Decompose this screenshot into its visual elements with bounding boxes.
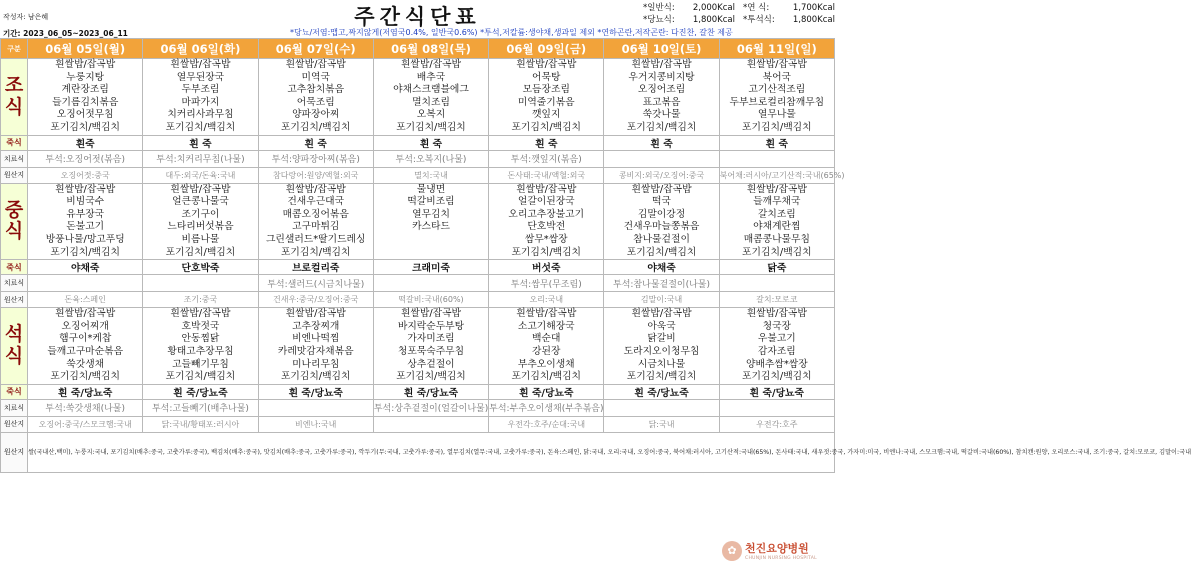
menu-item: 깻잎지	[532, 109, 561, 121]
menu-item: 야채스크램블에그	[393, 84, 469, 96]
juk-cell: 흰 죽/당뇨죽	[258, 384, 373, 399]
menu-item: 북어국	[762, 71, 792, 83]
menu-item: 도라지오이청무침	[623, 345, 700, 357]
menu-item: 포기김치/백김치	[280, 121, 351, 133]
header	[0, 0, 835, 38]
chiryo-cell: 투석:양파장아찌(볶음)	[258, 150, 373, 167]
chiryo-label: 치료식	[1, 275, 28, 292]
origin-cell: 김말이:국내	[604, 292, 719, 308]
chiryo-cell	[719, 399, 834, 416]
origin-cell	[373, 416, 488, 432]
menu-cell	[373, 183, 488, 260]
menu-item: 얼갈이된장국	[517, 196, 575, 208]
lunch-chiryo-row	[1, 275, 835, 292]
juk-cell: 야채죽	[604, 260, 719, 275]
menu-item: 모듬장조림	[522, 84, 570, 96]
menu-cell	[28, 308, 143, 385]
menu-cell	[489, 308, 604, 385]
day-header: 06월 05일(월)	[28, 39, 143, 59]
juk-cell: 흰 죽	[373, 135, 488, 150]
menu-item	[374, 234, 488, 247]
logo-subtitle: CHUNJIN NURSING HOSPITAL	[745, 556, 817, 561]
juk-cell: 흰 죽/당뇨죽	[28, 384, 143, 399]
menu-item: 들기름김치볶음	[52, 96, 119, 108]
menu-item: 상추겉절이	[407, 358, 455, 370]
chiryo-cell	[604, 150, 719, 167]
menu-item: 물냉면	[416, 183, 446, 195]
logo-name: 천진요양병원	[745, 542, 809, 555]
menu-item: 청국장	[762, 320, 792, 332]
juk-cell: 브로컬리죽	[258, 260, 373, 275]
menu-item: 흰쌀밥/잡곡밥	[170, 308, 231, 320]
footer-origin-row	[1, 432, 835, 472]
menu-item: 포기김치/백김치	[50, 371, 120, 383]
menu-item: 조기구이	[181, 208, 220, 220]
chiryo-label: 치료식	[1, 150, 28, 167]
juk-cell: 흰 죽/당뇨죽	[373, 384, 488, 399]
calorie-diabetes: *당뇨식: 1,800Kcal	[643, 15, 735, 25]
menu-item: 포기김치/백김치	[165, 246, 236, 258]
origin-cell: 닭:국내	[604, 416, 719, 432]
lunch-juk-row	[1, 260, 835, 275]
breakfast-juk-row	[1, 135, 835, 150]
menu-cell	[258, 59, 373, 136]
menu-cell	[489, 183, 604, 260]
menu-item: 치커리사과무침	[167, 109, 234, 121]
menu-item: 건새우마늘쫑볶음	[623, 221, 700, 233]
menu-item: 쑥갓나물	[642, 109, 681, 121]
menu-item: 포기김치/백김치	[742, 371, 812, 383]
day-header: 06월 10일(토)	[604, 39, 719, 59]
menu-item: 참나물겉절이	[633, 233, 690, 245]
menu-cell	[258, 308, 373, 385]
calorie-soft: *연 식: 1,700Kcal	[743, 3, 835, 13]
menu-item: 포기김치/백김치	[396, 121, 466, 133]
menu-item: 들깨무채국	[753, 196, 801, 208]
menu-item: 햄구이*케찹	[59, 333, 112, 345]
menu-item: 가자미조림	[407, 333, 455, 345]
chiryo-cell	[28, 275, 143, 292]
menu-item: 흰쌀밥/잡곡밥	[55, 59, 116, 70]
menu-item: 청포묵숙주무침	[397, 345, 465, 357]
menu-item: 시금치나물	[637, 358, 686, 370]
menu-item: 안동찜닭	[181, 333, 220, 345]
menu-item: 닭갈비	[647, 333, 676, 345]
origin-label: 원산지	[1, 432, 28, 472]
menu-item: 카스타드	[412, 221, 450, 233]
menu-cell	[373, 308, 488, 385]
menu-item: 포기김치/백김치	[626, 246, 697, 258]
menu-item: 어묵탕	[532, 71, 561, 83]
origin-cell: 돈육:스페인	[28, 292, 143, 308]
menu-item: 돈불고기	[66, 221, 105, 233]
menu-item: 포기김치/백김치	[50, 246, 120, 258]
juk-cell: 단호박죽	[143, 260, 258, 275]
menu-cell	[604, 59, 719, 136]
dinner-row	[1, 308, 835, 385]
origin-cell: 오징어젓:중국	[28, 167, 143, 183]
menu-item: 쌈무*쌈장	[524, 233, 568, 245]
chiryo-cell: 투석:치커리무침(나물)	[143, 150, 258, 167]
dinner-chiryo-row	[1, 399, 835, 416]
menu-item: 열무김치	[412, 208, 450, 220]
juk-label: 죽식	[1, 135, 28, 150]
menu-item: 배추국	[416, 71, 446, 83]
chiryo-cell	[143, 275, 258, 292]
menu-cell	[719, 308, 834, 385]
hospital-logo	[722, 540, 817, 561]
menu-item: 흰쌀밥/잡곡밥	[746, 308, 807, 320]
origin-cell: 조기:중국	[143, 292, 258, 308]
juk-cell: 흰 죽	[258, 135, 373, 150]
menu-item: 갈치조림	[757, 208, 796, 220]
menu-item: 포기김치/백김치	[511, 121, 582, 133]
menu-item: 포기김치/백김치	[626, 371, 697, 383]
menu-item	[374, 247, 488, 260]
menu-item: 마파가지	[181, 96, 220, 108]
menu-cell	[143, 59, 258, 136]
menu-item: 포기김치/백김치	[396, 371, 466, 383]
menu-item: 들깨고구마순볶음	[47, 345, 124, 357]
origin-cell: 우전각:호주	[719, 416, 834, 432]
menu-item: 그린샐러드*딸기드레싱	[265, 233, 366, 245]
menu-item: 미역국	[301, 71, 330, 83]
logo-mark-icon: ✿	[722, 541, 742, 561]
menu-item: 포기김치/백김치	[165, 371, 236, 383]
menu-item: 포기김치/백김치	[742, 246, 812, 258]
chiryo-label: 치료식	[1, 399, 28, 416]
day-header: 06월 08일(목)	[373, 39, 488, 59]
menu-item: 우불고기	[757, 333, 796, 345]
juk-cell: 흰 죽/당뇨죽	[489, 384, 604, 399]
menu-item: 떡국	[652, 196, 671, 208]
menu-cell	[373, 59, 488, 136]
menu-item: 미역줄기볶음	[517, 96, 575, 108]
day-header: 06월 06일(화)	[143, 39, 258, 59]
menu-item: 방풍나물/망고푸딩	[45, 233, 125, 245]
chiryo-cell	[604, 399, 719, 416]
diet-notes: *당뇨/저염:맵고,짜지않게(저염국0.4%, 일반국0.6%) *투석,저칼륨:생야채,생과일 제외 *연하곤란,저작곤란: 다진찬, 갈찬 제공	[290, 28, 733, 37]
menu-item: 흰쌀밥/잡곡밥	[170, 59, 231, 70]
menu-item: 포기김치/백김치	[165, 121, 236, 133]
menu-item: 양배추쌈*쌈장	[745, 358, 808, 370]
menu-item: 두부브로컬리참깨무침	[729, 96, 825, 108]
gubun-header: 구분	[1, 39, 28, 59]
origin-cell: 건새우:중국/오징어:중국	[258, 292, 373, 308]
menu-item: 부추오이생채	[517, 358, 575, 370]
origin-cell: 참다랑어:원양/액혈:외국	[258, 167, 373, 183]
chiryo-cell: 투석:쑥갓생채(나물)	[28, 399, 143, 416]
juk-cell: 흰 죽/당뇨죽	[604, 384, 719, 399]
chiryo-cell: 투석:깻잎지(볶음)	[489, 150, 604, 167]
calorie-dialysis: *투석식: 1,800Kcal	[743, 15, 835, 25]
menu-cell	[143, 308, 258, 385]
menu-item: 흰쌀밥/잡곡밥	[400, 308, 462, 320]
chiryo-cell: 투석:오복지(나물)	[373, 150, 488, 167]
menu-item: 오복지	[416, 109, 446, 121]
menu-item: 열무나물	[757, 109, 796, 121]
origin-cell: 북어채:러시아/고기산적:국내(65%)	[719, 167, 834, 183]
dinner-juk-row	[1, 384, 835, 399]
origin-cell: 떡갈비:국내(60%)	[373, 292, 488, 308]
juk-cell: 흰 죽/당뇨죽	[143, 384, 258, 399]
menu-item: 흰쌀밥/잡곡밥	[400, 59, 462, 70]
juk-cell: 흰 죽	[489, 135, 604, 150]
juk-cell: 닭죽	[719, 260, 834, 275]
menu-item: 단호박전	[527, 221, 566, 233]
chiryo-cell	[373, 275, 488, 292]
menu-item: 흰쌀밥/잡곡밥	[516, 308, 577, 320]
menu-item: 카레맛감자채볶음	[277, 345, 354, 357]
menu-item: 포기김치/백김치	[50, 121, 120, 133]
chiryo-cell: 투석:부추오이생채(부추볶음)	[489, 399, 604, 416]
menu-item: 두부조림	[181, 84, 220, 96]
menu-item: 매콤오징어볶음	[282, 208, 349, 220]
menu-item: 황태고추장무침	[167, 345, 234, 357]
juk-cell: 흰 죽	[143, 135, 258, 150]
menu-item: 김말이강정	[637, 208, 686, 220]
menu-cell	[719, 59, 834, 136]
menu-item: 포기김치/백김치	[626, 121, 697, 133]
menu-item: 바지락순두부탕	[397, 320, 465, 332]
juk-cell: 버섯죽	[489, 260, 604, 275]
menu-item: 오징어조림	[637, 84, 686, 96]
menu-item: 고기산적조림	[748, 84, 806, 96]
origin-label: 원산지	[1, 292, 28, 308]
menu-item: 흰쌀밥/잡곡밥	[516, 59, 577, 70]
menu-item: 멸치조림	[412, 96, 450, 108]
juk-cell: 흰 죽/당뇨죽	[719, 384, 834, 399]
menu-item: 감자조림	[757, 345, 796, 357]
menu-item: 강된장	[532, 345, 561, 357]
dinner-label: 석 식	[1, 308, 28, 385]
day-header: 06월 09일(금)	[489, 39, 604, 59]
origin-cell: 콩비지:외국/오징어:중국	[604, 167, 719, 183]
breakfast-chiryo-row	[1, 150, 835, 167]
menu-item: 흰쌀밥/잡곡밥	[285, 183, 346, 195]
menu-item: 오징어찌개	[61, 320, 109, 332]
breakfast-row	[1, 59, 835, 136]
menu-cell	[143, 183, 258, 260]
juk-cell: 흰죽	[28, 135, 143, 150]
calorie-regular: *일반식: 2,000Kcal	[643, 3, 735, 13]
menu-item: 흰쌀밥/잡곡밥	[55, 308, 116, 320]
origin-cell: 오리:국내	[489, 292, 604, 308]
menu-item: 흰쌀밥/잡곡밥	[631, 183, 692, 195]
menu-item: 떡갈비조림	[407, 196, 455, 208]
origin-cell: 갈치:모로코	[719, 292, 834, 308]
menu-item: 소고기해장국	[517, 320, 575, 332]
menu-cell	[28, 183, 143, 260]
origin-cell: 닭:국내/황태포:러시아	[143, 416, 258, 432]
chiryo-cell: 투석:샐러드(시금치나물)	[258, 275, 373, 292]
menu-item: 고구마튀김	[292, 221, 340, 233]
juk-cell: 야채죽	[28, 260, 143, 275]
author-label: 작성자: 남은혜	[3, 13, 49, 21]
menu-item: 비름나물	[181, 233, 220, 245]
menu-item: 우거지콩비지탕	[628, 71, 695, 83]
menu-item: 고추참치볶음	[287, 84, 345, 96]
menu-item: 열무된장국	[176, 71, 225, 83]
origin-cell: 우전각:호주/순대:국내	[489, 416, 604, 432]
origin-label: 원산지	[1, 416, 28, 432]
menu-item: 흰쌀밥/잡곡밥	[746, 59, 807, 70]
lunch-origin-row	[1, 292, 835, 308]
menu-item: 호박젓국	[181, 320, 220, 332]
menu-item: 흰쌀밥/잡곡밥	[285, 59, 346, 70]
menu-item: 유부장국	[66, 208, 105, 220]
menu-cell	[28, 59, 143, 136]
menu-item: 오징어젓무침	[56, 109, 114, 121]
lunch-row	[1, 183, 835, 260]
menu-item: 야채계란찜	[753, 221, 801, 233]
chiryo-cell	[719, 150, 834, 167]
menu-item: 비빔국수	[66, 196, 105, 208]
origin-cell: 비엔나:국내	[258, 416, 373, 432]
menu-item: 흰쌀밥/잡곡밥	[285, 308, 346, 320]
juk-cell: 흰 죽	[719, 135, 834, 150]
dinner-origin-row	[1, 416, 835, 432]
chiryo-cell	[258, 399, 373, 416]
menu-item: 건새우근대국	[287, 196, 345, 208]
origin-cell: 오징어:중국/스모크햄:국내	[28, 416, 143, 432]
juk-cell: 크래미죽	[373, 260, 488, 275]
origin-cell: 돈사태:국내/액혈:외국	[489, 167, 604, 183]
menu-item: 흰쌀밥/잡곡밥	[170, 183, 231, 195]
menu-item: 포기김치/백김치	[280, 371, 351, 383]
menu-item: 매콤콩나물무침	[743, 233, 810, 245]
day-header: 06월 07일(수)	[258, 39, 373, 59]
menu-item: 양파장아찌	[292, 109, 340, 121]
menu-item: 미나리무침	[292, 358, 340, 370]
menu-item: 고추장찌개	[292, 320, 340, 332]
weekly-menu-table	[0, 38, 1191, 473]
chiryo-cell: 투석:상추겉절이(얼갈이나물)	[373, 399, 488, 416]
day-header: 06월 11일(일)	[719, 39, 834, 59]
lunch-label: 중 식	[1, 183, 28, 260]
menu-item: 흰쌀밥/잡곡밥	[516, 183, 577, 195]
chiryo-cell: 투석:고들빼기(배추나물)	[143, 399, 258, 416]
page-title: 주간식단표	[354, 5, 481, 29]
menu-item: 고들빼기무침	[172, 358, 229, 370]
chiryo-cell: 투석:참나물겉절이(나물)	[604, 275, 719, 292]
menu-item: 아욱국	[647, 320, 676, 332]
menu-item: 표고볶음	[642, 96, 681, 108]
chiryo-cell: 투석:오징어젓(볶음)	[28, 150, 143, 167]
menu-item: 얼큰콩나물국	[172, 196, 229, 208]
chiryo-cell: 투석:쌈무(무조림)	[489, 275, 604, 292]
menu-item: 비엔나떡찜	[292, 333, 340, 345]
menu-item: 포기김치/백김치	[742, 121, 812, 133]
origin-cell: 멸치:국내	[373, 167, 488, 183]
menu-cell	[604, 183, 719, 260]
menu-item: 백순대	[532, 333, 561, 345]
menu-item: 계란장조림	[61, 84, 109, 96]
menu-cell	[719, 183, 834, 260]
day-header-row	[1, 39, 835, 59]
menu-item: 흰쌀밥/잡곡밥	[55, 183, 116, 195]
origin-label: 원산지	[1, 167, 28, 183]
breakfast-label: 조 식	[1, 59, 28, 136]
menu-item: 어묵조림	[296, 96, 335, 108]
breakfast-origin-row	[1, 167, 835, 183]
menu-item: 포기김치/백김치	[511, 246, 582, 258]
menu-item: 흰쌀밥/잡곡밥	[631, 308, 692, 320]
menu-item: 흰쌀밥/잡곡밥	[631, 59, 692, 70]
juk-label: 죽식	[1, 384, 28, 399]
chiryo-cell	[719, 275, 834, 292]
menu-item: 오리고추장불고기	[508, 208, 585, 220]
period-label: 기간: 2023_06_05~2023_06_11	[3, 29, 128, 38]
juk-label: 죽식	[1, 260, 28, 275]
menu-item: 포기김치/백김치	[511, 371, 582, 383]
menu-cell	[258, 183, 373, 260]
menu-item: 쑥갓생채	[66, 358, 105, 370]
menu-item: 포기김치/백김치	[280, 246, 351, 258]
menu-item: 누룽지탕	[66, 71, 105, 83]
menu-cell	[489, 59, 604, 136]
menu-item: 흰쌀밥/잡곡밥	[746, 183, 807, 195]
origin-cell: 대두:외국/돈육:국내	[143, 167, 258, 183]
menu-item: 느타리버섯볶음	[167, 221, 234, 233]
juk-cell: 흰 죽	[604, 135, 719, 150]
footer-origin-text: 쌀(국내산,백미), 누룽지:국내, 포기김치(배추:중국, 고춧가루:중국), 백김치(배추:중국), 맛김치(배추:중국, 고춧가루:중국), 깍두기(무:국내, 고춧가루:중국), 열무김치(열무:국내, 고춧가루:중국), 돈육:스페인, 닭:국내, 오리:국내, 오징어:중국, 북어채:러시아, 고기산적:국내(65%), 돈사태:국내, 새우젓:중국, 가자미:미국, 비엔나:국내, 스모크햄:국내, 떡갈비:국내(60%), 참치캔:원양, 오리로스:국내, 조기:중국, 갈치:모로코, 김말이:국내	[28, 432, 835, 472]
menu-cell	[604, 308, 719, 385]
